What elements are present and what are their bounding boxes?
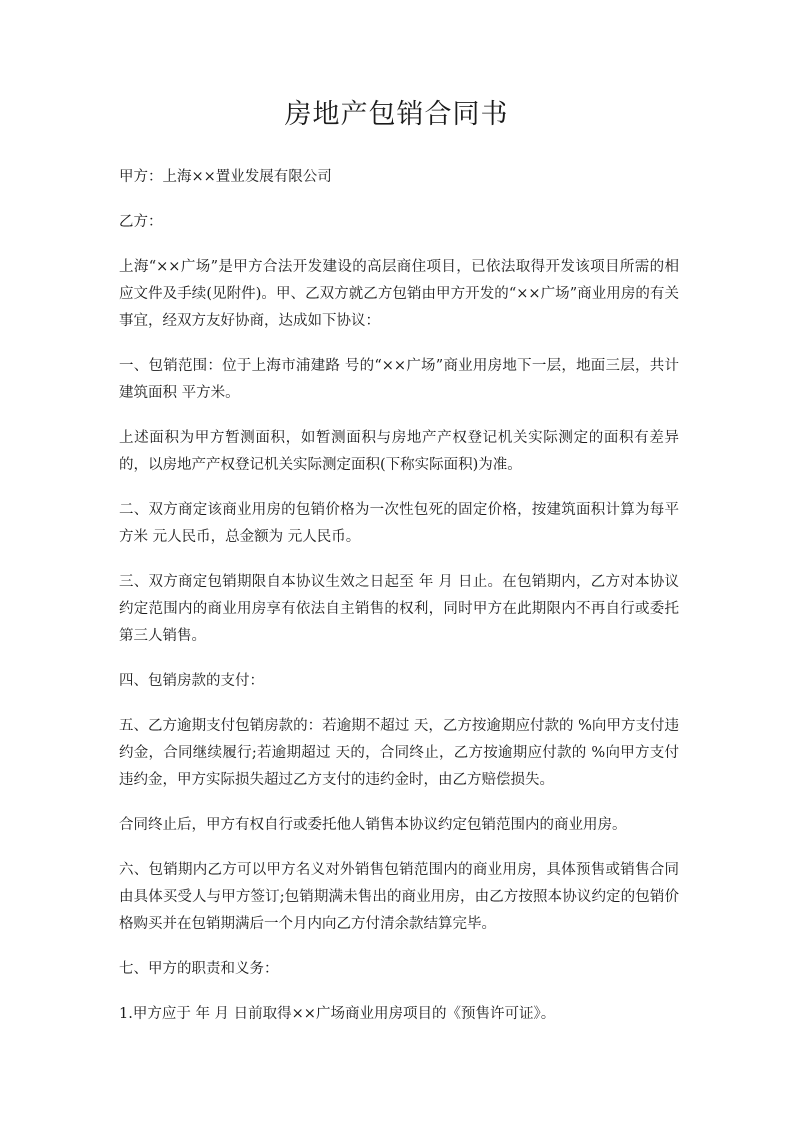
clause-6-sales: 六、包销期内乙方可以甲方名义对外销售包销范围内的商业用房，具体预售或销售合同由具体买受人与甲方签订;包销期满未售出的商业用房，由乙方按照本协议约定的包销价格购买并在包销期满后一个月内向乙方付清余款结算完毕。 — [119, 862, 679, 932]
party-b-line: 乙方： — [119, 214, 163, 230]
clause-7-heading: 七、甲方的职责和义务： — [119, 961, 279, 977]
clause-5-termination-note: 合同终止后，甲方有权自行或委托他人销售本协议约定包销范围内的商业用房。 — [119, 817, 627, 833]
clause-2-price: 二、双方商定该商业用房的包销价格为一次性包死的固定价格，按建筑面积计算为每平方米 元人民币，总金额为 元人民币。 — [119, 502, 679, 545]
clause-1-scope: 一、包销范围：位于上海市浦建路 号的“××广场”商业用房地下一层，地面三层，共计建筑面积 平方米。 — [119, 358, 679, 401]
clause-5-late-payment: 五、乙方逾期支付包销房款的：若逾期不超过 天，乙方按逾期应付款的 %向甲方支付违约金，合同继续履行;若逾期超过 天的，合同终止，乙方按逾期应付款的 %向甲方支付违约金，甲方实际损失超过乙方支付的违约金时，由乙方赔偿损失。 — [119, 718, 679, 788]
document-title: 房地产包销合同书 — [284, 99, 509, 130]
clause-3-term: 三、双方商定包销期限自本协议生效之日起至 年 月 日止。在包销期内，乙方对本协议约定范围内的商业用房享有依法自主销售的权利，同时甲方在此期限内不再自行或委托第三人销售。 — [119, 574, 679, 644]
document-body — [119, 164, 679, 1046]
party-a-line: 甲方：上海××置业发展有限公司 — [119, 169, 332, 185]
clause-4-payment: 四、包销房款的支付： — [119, 673, 264, 689]
preamble-paragraph: 上海“××广场”是甲方合法开发建设的高层商住项目，已依法取得开发该项目所需的相应文件及手续(见附件)。甲、乙双方就乙方包销由甲方开发的“××广场”商业用房的有关事宜，经双方友好协商，达成如下协议： — [119, 259, 679, 329]
clause-1-area-note: 上述面积为甲方暂测面积，如暂测面积与房地产产权登记机关实际测定的面积有差异的，以房地产产权登记机关实际测定面积(下称实际面积)为准。 — [119, 430, 679, 473]
clause-7-item-1: 1.甲方应于 年 月 日前取得××广场商业用房项目的《预售许可证》。 — [119, 1006, 556, 1022]
